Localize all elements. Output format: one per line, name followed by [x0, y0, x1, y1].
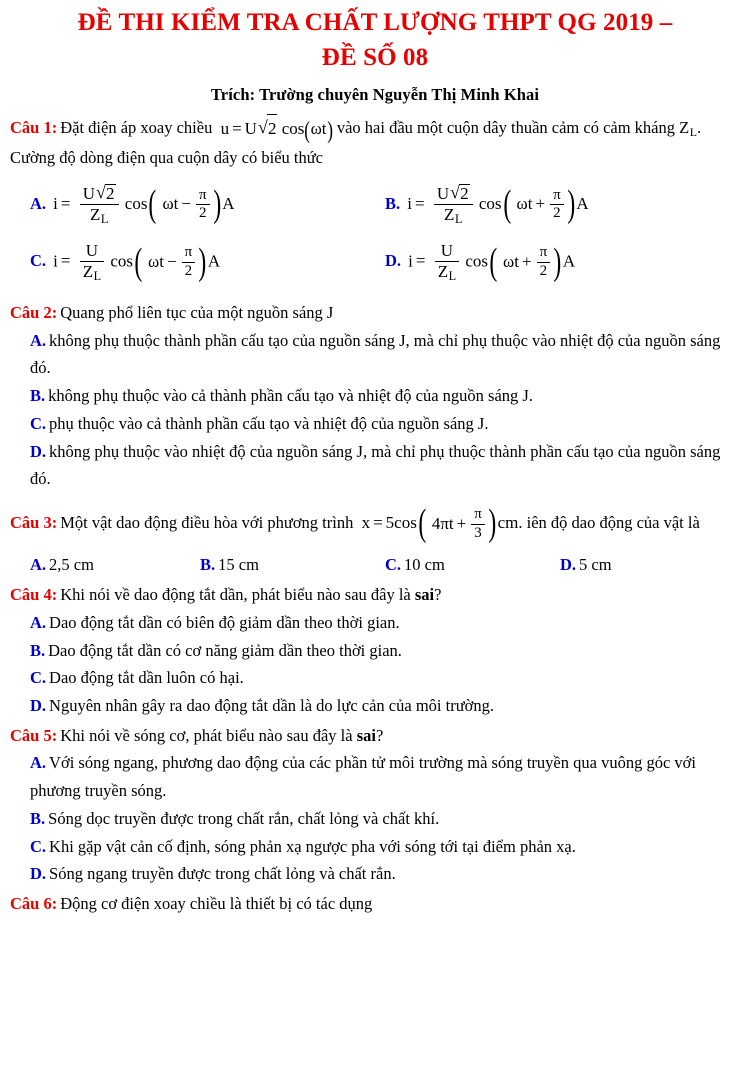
option-b-formula: i = $\frac{U √ 2}{Z_L}$ cos( ωt + $\frac{\pi}{2}$ )A [407, 184, 588, 226]
question-3-option-a[interactable] [30, 551, 200, 579]
question-1-label: Câu 1: [10, 118, 58, 137]
question-5-stem [0, 722, 750, 750]
question-1-subscript: L [689, 125, 697, 140]
formula-amplitude: 5 [385, 513, 395, 533]
option-d-text: 5 cm [579, 555, 612, 575]
option-a-text: Với sóng ngang, phương dao động của các phần tử môi trường mà sóng truyền qua vuông góc với phương truyền sóng. [30, 753, 696, 801]
sqrt-icon [450, 184, 470, 203]
opt-arg-base: ωt [503, 252, 519, 272]
question-1-stem [0, 114, 750, 172]
opt-lhs: i [53, 193, 58, 213]
question-1-options-row-2 [0, 242, 750, 283]
paren-close: ) [553, 240, 562, 283]
fraction [435, 242, 459, 283]
frac-numerator: U [436, 183, 450, 203]
paren-close: ) [488, 502, 497, 545]
formula-sign: + [456, 513, 467, 533]
question-block-6 [0, 890, 750, 918]
formula-function: cos [394, 513, 417, 533]
question-2-option-b[interactable] [0, 382, 750, 410]
question-5-option-a[interactable] [0, 749, 750, 804]
question-1-text-before: Đặt điện áp xoay chiều [60, 118, 213, 137]
paren-close: ) [212, 182, 221, 225]
question-3-option-c[interactable] [385, 551, 560, 579]
option-c-label: C. [385, 555, 402, 575]
question-3-stem [0, 502, 750, 545]
option-a-label: A. [30, 193, 47, 213]
fraction [80, 184, 119, 226]
paren-open: ( [502, 182, 511, 225]
option-c-text: Dao động tắt dần luôn có hại. [49, 668, 244, 688]
phase-numerator: π [537, 245, 551, 263]
question-4-option-c[interactable] [0, 664, 750, 692]
question-5-option-c[interactable] [0, 833, 750, 861]
question-5-option-b[interactable] [0, 805, 750, 833]
paren-open: ( [418, 502, 427, 545]
option-b-text: không phụ thuộc vào cả thành phần cấu tạo và nhiệt độ của nguồn sáng J. [48, 386, 533, 406]
paren-open: ( [489, 240, 498, 283]
opt-sign: + [521, 252, 532, 272]
frac-den-subscript: L [93, 269, 102, 284]
option-c-text: phụ thuộc vào cả thành phần cấu tạo và nhiệt độ của nguồn sáng J. [49, 413, 489, 433]
formula-coefficient: U [244, 119, 257, 139]
opt-sign: + [535, 194, 546, 214]
question-4-text-pre: Khi nói về dao động tắt dần, phát biểu nào sau đây là [60, 585, 411, 605]
opt-arg-base: ωt [516, 194, 533, 214]
fraction-phase [196, 188, 210, 223]
paren-open: ( [134, 240, 143, 283]
formula-lhs: x [361, 513, 371, 533]
question-4-option-d[interactable] [0, 692, 750, 720]
formula-function: cos [281, 119, 305, 139]
option-c-text: 10 cm [404, 555, 445, 575]
frac-num-radicand: 2 [460, 183, 469, 203]
fraction-phase [471, 507, 485, 542]
opt-unit: A [562, 251, 576, 271]
question-3-option-b[interactable] [200, 551, 385, 579]
question-2-option-d[interactable] [0, 438, 750, 493]
option-a-label: A. [30, 555, 47, 575]
option-b-label: B. [385, 193, 401, 213]
formula-equals: = [232, 119, 242, 139]
question-2-option-a[interactable] [0, 327, 750, 382]
document-title [0, 0, 750, 75]
phase-numerator: π [471, 507, 485, 525]
question-block-1 [0, 114, 750, 283]
formula-argument: ωt [310, 119, 327, 139]
question-1-text-tail: . Cường độ dòng điện qua cuộn dây có biểu thức [10, 118, 702, 167]
frac-denominator: Z [444, 204, 455, 224]
question-5-option-d[interactable] [0, 860, 750, 888]
formula-radicand: 2 [267, 114, 278, 144]
opt-sign: − [166, 252, 177, 272]
question-5-emphasis: sai [356, 725, 376, 745]
paren-open: ( [148, 182, 157, 225]
document-title-line2: ĐỀ SỐ 08 [321, 43, 429, 71]
question-6-stem [0, 890, 750, 918]
opt-function: cos [478, 193, 502, 213]
option-b-label: B. [30, 386, 46, 406]
question-4-label: Câu 4: [10, 585, 58, 605]
frac-den-subscript: L [448, 269, 457, 284]
question-1-options-row-1 [0, 184, 750, 226]
option-a-label: A. [30, 330, 47, 350]
opt-lhs: i [53, 251, 58, 271]
question-block-2 [0, 299, 750, 493]
fraction-phase [182, 245, 196, 280]
question-3-text-after: . iên độ dao động của vật là [518, 512, 700, 532]
question-4-stem [0, 581, 750, 609]
paren-close: ) [326, 116, 333, 144]
question-1-option-b[interactable] [385, 184, 589, 226]
question-1-option-c[interactable] [30, 242, 385, 283]
question-1-inline-formula [221, 114, 333, 144]
opt-function: cos [110, 251, 134, 271]
option-d-text: không phụ thuộc vào nhiệt độ của nguồn sáng J, mà chỉ phụ thuộc thành phần cấu tạo của nguồn sáng đó. [30, 441, 721, 489]
phase-numerator: π [182, 245, 196, 263]
opt-function: cos [465, 251, 489, 271]
question-5-text-post: ? [375, 725, 384, 745]
opt-lhs: i [407, 193, 412, 213]
sqrt-icon [96, 184, 116, 203]
option-b-text: Sóng dọc truyền được trong chất rắn, chất lỏng và chất khí. [48, 808, 440, 828]
option-b-text: 15 cm [218, 555, 259, 575]
option-c-label: C. [30, 668, 47, 688]
option-a-formula: i = $\frac{U √ 2}{Z_L}$ cos( ωt − $\frac{\pi}{2}$ )A [53, 184, 234, 226]
phase-denominator: 2 [539, 262, 548, 279]
option-a-text: Dao động tắt dần có biên độ giảm dần theo thời gian. [49, 612, 400, 632]
phase-denominator: 2 [199, 205, 207, 222]
option-b-label: B. [30, 808, 46, 828]
frac-numerator: U [85, 240, 99, 260]
formula-lhs: u [220, 119, 230, 139]
opt-sign: − [181, 194, 191, 214]
question-block-4 [0, 581, 750, 720]
paren-close: ) [198, 240, 207, 283]
opt-unit: A [222, 193, 235, 213]
phase-numerator: π [550, 188, 564, 206]
question-2-text: Quang phổ liên tục của một nguồn sáng J [60, 302, 334, 322]
phase-denominator: 2 [553, 205, 561, 222]
document-subtitle: Trích: Trường chuyên Nguyễn Thị Minh Khai [210, 85, 540, 104]
phase-numerator: π [196, 188, 210, 206]
option-a-label: A. [30, 612, 47, 632]
frac-denominator: Z [89, 204, 101, 224]
opt-arg-base: ωt [148, 252, 164, 272]
frac-den-subscript: L [454, 211, 463, 226]
option-d-label: D. [30, 696, 47, 716]
question-5-text-pre: Khi nói về sóng cơ, phát biểu nào sau đây là [60, 725, 353, 745]
option-c-label: C. [30, 413, 47, 433]
fraction [434, 184, 473, 226]
question-2-option-c[interactable] [0, 410, 750, 438]
frac-den-subscript: L [100, 211, 109, 226]
option-d-text: Sóng ngang truyền được trong chất lỏng và chất rắn. [49, 864, 396, 884]
question-3-options-row [0, 551, 750, 579]
frac-denominator: Z [437, 261, 449, 281]
opt-unit: A [576, 193, 589, 213]
question-5-label: Câu 5: [10, 725, 58, 745]
option-a-text: 2,5 cm [49, 555, 94, 575]
option-d-text: Nguyên nhân gây ra dao động tắt dần là do lực cản của môi trường. [49, 696, 494, 716]
option-b-label: B. [30, 640, 46, 660]
document-title-line1: ĐỀ THI KIỂM TRA CHẤT LƯỢNG THPT QG 2019 – [77, 9, 673, 36]
question-1-option-d[interactable] [385, 242, 575, 283]
frac-denominator: Z [82, 261, 94, 281]
question-block-5 [0, 722, 750, 888]
opt-unit: A [207, 251, 221, 271]
opt-lhs: i [408, 251, 413, 271]
option-b-text: Dao động tắt dần có cơ năng giảm dần theo thời gian. [48, 640, 402, 660]
phase-denominator: 3 [474, 524, 482, 541]
option-c-formula: i = $\frac{U}{Z_L}$ cos( ωt − $\frac{\pi}{2}$ )A [53, 240, 221, 284]
question-block-3 [0, 502, 750, 579]
option-a-text: không phụ thuộc thành phần cấu tạo của nguồn sáng J, mà chỉ phụ thuộc vào nhiệt độ của nguồn sáng đó. [30, 330, 721, 378]
question-3-option-d[interactable] [560, 551, 720, 579]
question-4-option-a[interactable] [0, 609, 750, 637]
option-c-label: C. [30, 836, 47, 856]
formula-equals: = [373, 513, 383, 533]
fraction-phase [550, 188, 564, 223]
opt-arg-base: ωt [162, 194, 179, 214]
question-3-label: Câu 3: [10, 512, 58, 532]
question-4-text-post: ? [434, 585, 442, 605]
option-d-label: D. [30, 864, 47, 884]
frac-numerator: U [440, 240, 454, 260]
question-3-inline-formula [361, 502, 519, 545]
question-3-text-before: Một vật dao động điều hòa với phương trình [60, 512, 354, 532]
phase-denominator: 2 [184, 262, 193, 279]
option-d-formula: i = $\frac{U}{Z_L}$ cos( ωt + $\frac{\pi}{2}$ )A [408, 240, 576, 284]
option-d-label: D. [385, 251, 402, 271]
question-2-label: Câu 2: [10, 302, 58, 322]
question-4-option-b[interactable] [0, 637, 750, 665]
frac-num-radicand: 2 [106, 183, 115, 203]
option-d-label: D. [560, 555, 577, 575]
formula-arg-base: 4πt [431, 513, 454, 533]
option-a-label: A. [30, 753, 47, 773]
option-c-text: Khi gặp vật cản cố định, sóng phản xạ ngược pha với sóng tới tại điểm phản xạ. [49, 836, 576, 856]
question-2-stem [0, 299, 750, 327]
paren-close: ) [567, 182, 575, 225]
opt-function: cos [124, 193, 148, 213]
question-6-label: Câu 6: [10, 894, 58, 914]
formula-unit: cm [497, 513, 519, 533]
fraction-phase [537, 245, 551, 280]
question-4-emphasis: sai [414, 585, 435, 605]
sqrt-icon [258, 114, 278, 144]
question-6-text: Động cơ điện xoay chiều là thiết bị có tác dụng [60, 894, 373, 914]
question-1-option-a[interactable] [30, 184, 385, 226]
option-c-label: C. [30, 251, 47, 271]
question-1-text-after: vào hai đầu một cuộn dây thuần cảm có cảm kháng Z [336, 118, 690, 137]
frac-numerator: U [82, 183, 96, 203]
paren-open: ( [304, 116, 311, 144]
option-b-label: B. [200, 555, 216, 575]
option-d-label: D. [30, 441, 47, 461]
fraction [80, 242, 104, 283]
